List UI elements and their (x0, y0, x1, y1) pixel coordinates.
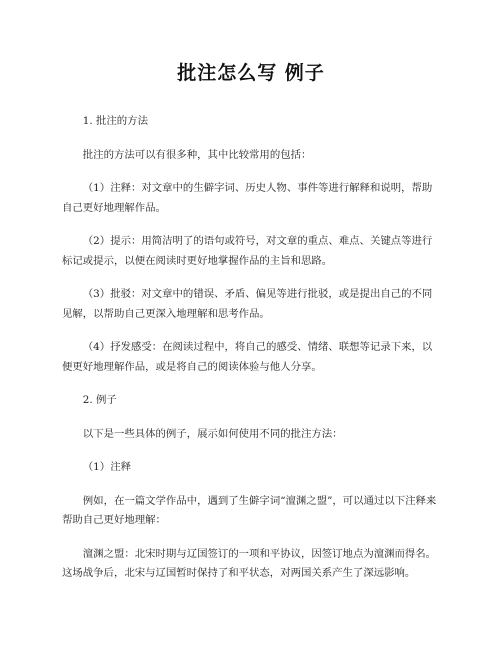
paragraph: （2）提示：用简洁明了的语句或符号，对文章的重点、难点、关键点等进行标记或提示，以便在阅读时更好地掌握作品的主旨和思路。 (62, 235, 433, 267)
paragraph: （4）抒发感受：在阅读过程中，将自己的感受、情绪、联想等记录下来，以便更好地理解作品，或是将自己的阅读体验与他人分享。 (62, 341, 433, 373)
subheading-annotation: （1）注释 (82, 461, 131, 473)
section-heading-examples: 2. 例子 (82, 394, 117, 406)
paragraph: 澶渊之盟：北宋时期与辽国签订的一项和平协议，因签订地点为澶渊而得名。这场战争后，北宋与辽国暂时保持了和平状态，对两国关系产生了深远影响。 (62, 547, 437, 579)
paragraph: 以下是一些具体的例子，展示如何使用不同的批注方法： (82, 427, 343, 440)
section-heading-methods: 1. 批注的方法 (82, 115, 148, 127)
paragraph: 例如，在一篇文学作品中，遇到了生僻字词“澶渊之盟”，可以通过以下注释来帮助自己更好地理解： (62, 494, 437, 526)
paragraph: 批注的方法可以有很多种，其中比较常用的包括： (82, 148, 312, 161)
document-title: 批注怎么写 例子 (177, 62, 325, 84)
paragraph: （3）批驳：对文章中的错误、矛盾、偏见等进行批驳，或是提出自己的不同见解，以帮助自己更深入地理解和思考作品。 (62, 288, 433, 320)
paragraph: （1）注释：对文章中的生僻字词、历史人物、事件等进行解释和说明，帮助自己更好地理解作品。 (62, 182, 433, 214)
document-body (62, 112, 442, 598)
